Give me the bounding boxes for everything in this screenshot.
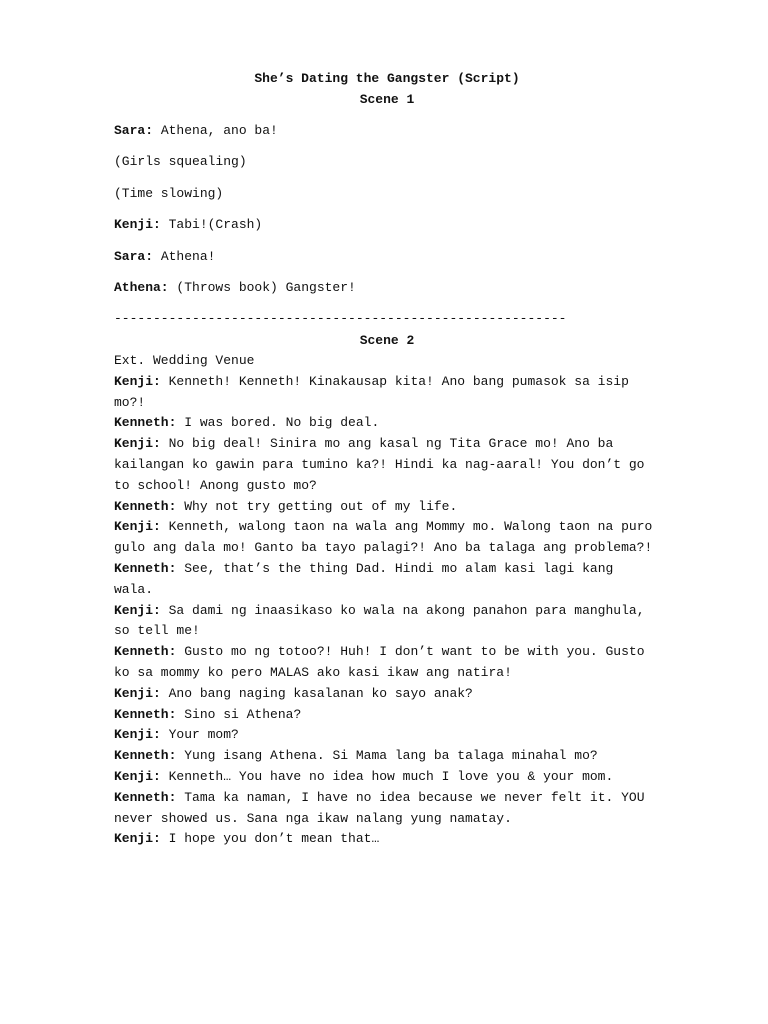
- dialogue-line: [114, 517, 654, 559]
- speaker-name: Kenneth:: [114, 706, 177, 722]
- dialogue-line: [114, 684, 654, 705]
- dialogue-line: [114, 497, 654, 518]
- dialogue-text: I hope you don’t mean that…: [160, 831, 380, 847]
- speaker-name: Kenji:: [114, 602, 161, 618]
- dialogue-text: Athena!: [153, 249, 216, 264]
- speaker-name: Kenji:: [114, 373, 161, 389]
- scene-2-heading: Scene 2: [359, 333, 415, 348]
- dialogue-line: [114, 725, 654, 746]
- dialogue-line: [114, 746, 654, 767]
- speaker-name: Kenji:: [114, 436, 161, 452]
- speaker-name: Kenji:: [114, 831, 161, 847]
- dialogue-text: Gusto mo ng totoo?! Huh! I don’t want to be with you. Gusto ko sa mommy ko pero MALAS ako kasi ikaw ang natira!: [114, 644, 645, 680]
- dialogue-line: [114, 434, 654, 496]
- dialogue-text: Why not try getting out of my life.: [176, 498, 458, 514]
- dialogue-text: See, that’s the thing Dad. Hindi mo alam kasi lagi kang wala.: [114, 560, 614, 597]
- scene-2-block: [114, 333, 660, 850]
- speaker-name: Athena:: [114, 280, 169, 295]
- speaker-name: Kenji:: [114, 217, 161, 232]
- dialogue-line: [114, 767, 654, 788]
- speaker-name: Sara:: [114, 123, 154, 138]
- scene-2-dialogue: [114, 351, 654, 850]
- speaker-name: Kenji:: [114, 519, 161, 535]
- dialogue-text: No big deal! Sinira mo ang kasal ng Tita Grace mo! Ano ba kailangan ko gawin para tumino ka?! Hindi ka nag-aaral! You don’t go to school! Anong gusto mo?: [114, 436, 645, 493]
- scene-1-heading: Scene 1: [359, 92, 415, 107]
- dialogue-text: Yung isang Athena. Si Mama lang ba talaga minahal mo?: [176, 748, 598, 764]
- stage-direction: [114, 186, 654, 201]
- speaker-name: Kenneth:: [114, 748, 177, 764]
- speaker-name: Kenji:: [114, 768, 161, 784]
- speaker-name: Sara:: [114, 249, 154, 264]
- dialogue-line: [114, 601, 654, 643]
- speaker-name: Kenji:: [114, 727, 161, 743]
- dialogue-line: [114, 642, 654, 684]
- dialogue-line: [114, 217, 654, 232]
- dialogue-text: Tama ka naman, I have no idea because we never felt it. YOU never showed us. Sana nga ikaw nalang yung namatay.: [114, 789, 645, 826]
- dialogue-line: [114, 829, 654, 850]
- dialogue-text: Tabi!(Crash): [160, 217, 263, 232]
- dialogue-line: [114, 788, 654, 830]
- dialogue-text: (Throws book) Gangster!: [168, 280, 356, 295]
- dialogue-text: Sa dami ng inaasikaso ko wala na akong panahon para manghula, so tell me!: [114, 602, 645, 639]
- dialogue-line: [114, 123, 654, 138]
- speaker-name: Kenneth:: [114, 644, 177, 660]
- dialogue-line: [114, 280, 654, 295]
- dialogue-line: [114, 559, 654, 601]
- scene-setting: Ext. Wedding Venue: [114, 353, 255, 368]
- speaker-name: Kenneth:: [114, 789, 177, 805]
- dialogue-text: Ano bang naging kasalanan ko sayo anak?: [160, 685, 473, 701]
- speaker-name: Kenji:: [114, 685, 161, 701]
- dialogue-line: [114, 372, 654, 414]
- dialogue-text: (Time slowing): [114, 186, 224, 201]
- scene-divider: ----------------------------------------------------------: [114, 311, 567, 326]
- dialogue-line: [114, 249, 654, 264]
- dialogue-line: [114, 705, 654, 726]
- speaker-name: Kenneth:: [114, 498, 177, 514]
- dialogue-text: (Girls squealing): [114, 154, 247, 169]
- dialogue-text: I was bored. No big deal.: [176, 415, 380, 431]
- stage-direction: [114, 154, 654, 169]
- dialogue-text: Kenneth! Kenneth! Kinakausap kita! Ano bang pumasok sa isip mo?!: [114, 373, 629, 410]
- dialogue-text: Sino si Athena?: [176, 706, 302, 722]
- dialogue-text: Athena, ano ba!: [153, 123, 278, 138]
- dialogue-text: Kenneth… You have no idea how much I love you & your mom.: [160, 768, 614, 784]
- dialogue-text: Kenneth, walong taon na wala ang Mommy mo. Walong taon na puro gulo ang dala mo! Ganto ba tayo palagi?! Ano ba talaga ang problema?!: [114, 519, 653, 556]
- speaker-name: Kenneth:: [114, 560, 177, 576]
- dialogue-line: [114, 413, 654, 434]
- speaker-name: Kenneth:: [114, 415, 177, 431]
- dialogue-text: Your mom?: [160, 727, 239, 743]
- page-title: She’s Dating the Gangster (Script): [254, 71, 520, 86]
